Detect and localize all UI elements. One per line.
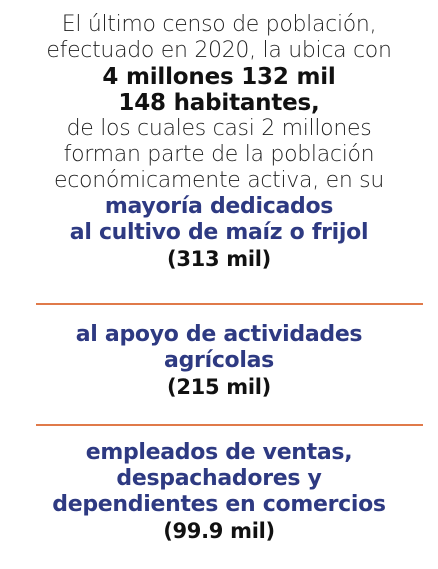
intro-line-1: El último censo de población,: [61, 12, 377, 37]
intro-line-7: económicamente activa, en su: [54, 168, 384, 193]
category-1-count: (313 mil): [167, 247, 271, 271]
intro-line-5: de los cuales casi 2 millones: [66, 116, 372, 141]
category-3-count: (99.9 mil): [163, 519, 275, 543]
category-2-count: (215 mil): [167, 375, 271, 399]
category-1-line-1: mayoría dedicados: [104, 194, 334, 219]
divider-2: [36, 424, 423, 426]
intro-line-2: efectuado en 2020, la ubica con: [46, 38, 392, 63]
category-1-line-2: al cultivo de maíz o frijol: [69, 220, 369, 245]
population-figure-1: 4 millones 132 mil: [102, 64, 336, 90]
category-2-line-2: agrícolas: [164, 348, 274, 373]
category-3-line-1: empleados de ventas,: [85, 440, 353, 465]
population-figure-2: 148 habitantes,: [118, 90, 320, 116]
category-3-section: [14, 440, 424, 544]
category-2-section: [14, 322, 424, 400]
divider-1: [36, 303, 423, 305]
intro-section: [14, 12, 424, 272]
category-3-line-2: despachadores y: [116, 466, 322, 491]
category-3-line-3: dependientes en comercios: [52, 492, 386, 517]
category-2-line-1: al apoyo de actividades: [75, 322, 363, 347]
intro-line-6: forman parte de la población: [63, 142, 375, 167]
